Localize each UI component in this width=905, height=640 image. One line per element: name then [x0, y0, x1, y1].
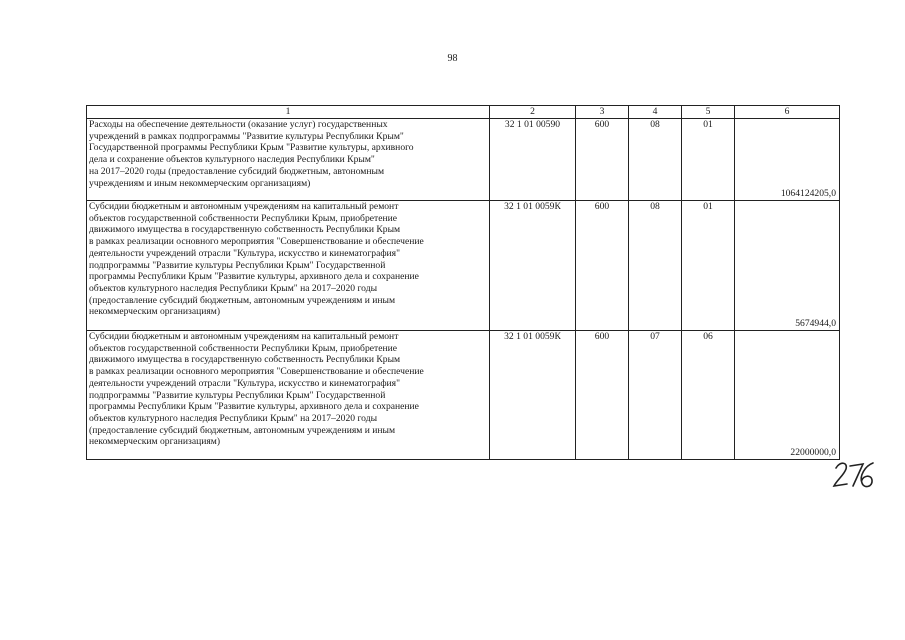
section-cell: 08 [629, 201, 682, 331]
table-row [87, 201, 840, 331]
target-article-cell: 32 1 01 0059К [490, 201, 576, 331]
subsection-cell: 01 [682, 119, 735, 201]
budget-table [86, 105, 840, 460]
column-header: 2 [490, 106, 576, 119]
page-number: 98 [447, 53, 458, 64]
expense-type-cell: 600 [576, 119, 629, 201]
column-header: 5 [682, 106, 735, 119]
target-article-cell: 32 1 01 00590 [490, 119, 576, 201]
table-row [87, 331, 840, 460]
column-header: 3 [576, 106, 629, 119]
amount-cell: 22000000,0 [735, 331, 840, 460]
subsection-cell: 06 [682, 331, 735, 460]
section-cell: 07 [629, 331, 682, 460]
expense-type-cell: 600 [576, 201, 629, 331]
table-row [87, 119, 840, 201]
amount-cell: 5674944,0 [735, 201, 840, 331]
column-header: 4 [629, 106, 682, 119]
expense-type-cell: 600 [576, 331, 629, 460]
section-cell: 08 [629, 119, 682, 201]
expense-name-cell: Расходы на обеспечение деятельности (оказание услуг) государственных учреждений в рамках подпрограммы "Развитие культуры Республики Крым" Государственной программы Республики Крым "Развитие культуры, архивного дела и сохранение объектов культурного наследия Республики Крым" на 2017–2020 годы (предоставление субсидий бюджетным, автономным учреждениям и иным некоммерческим организациям) [87, 119, 490, 201]
target-article-cell: 32 1 01 0059К [490, 331, 576, 460]
table-header-row [87, 106, 840, 119]
amount-cell: 1064124205,0 [735, 119, 840, 201]
column-header: 6 [735, 106, 840, 119]
handwritten-page-number-signature [830, 458, 878, 492]
subsection-cell: 01 [682, 201, 735, 331]
column-header: 1 [87, 106, 490, 119]
expense-name-cell: Субсидии бюджетным и автономным учреждениям на капитальный ремонт объектов государственной собственности Республики Крым, приобретение движимого имущества в государственную собственность Республики Крым в рамках реализации основного мероприятия "Совершенствование и обеспечение деятельности учреждений отрасли "Культура, искусство и кинематография" подпрограммы "Развитие культуры Республики Крым" Государственной программы Республики Крым "Развитие культуры, архивного дела и сохранение объектов культурного наследия Республики Крым" на 2017–2020 годы (предоставление субсидий бюджетным, автономным учреждениям и иным некоммерческим организациям) [87, 331, 490, 460]
expense-name-cell: Субсидии бюджетным и автономным учреждениям на капитальный ремонт объектов государственной собственности Республики Крым, приобретение движимого имущества в государственную собственность Республики Крым в рамках реализации основного мероприятия "Совершенствование и обеспечение деятельности учреждений отрасли "Культура, искусство и кинематография" подпрограммы "Развитие культуры Республики Крым" Государственной программы Республики Крым "Развитие культуры, архивного дела и сохранение объектов культурного наследия Республики Крым" на 2017–2020 годы (предоставление субсидий бюджетным, автономным учреждениям и иным некоммерческим организациям) [87, 201, 490, 331]
